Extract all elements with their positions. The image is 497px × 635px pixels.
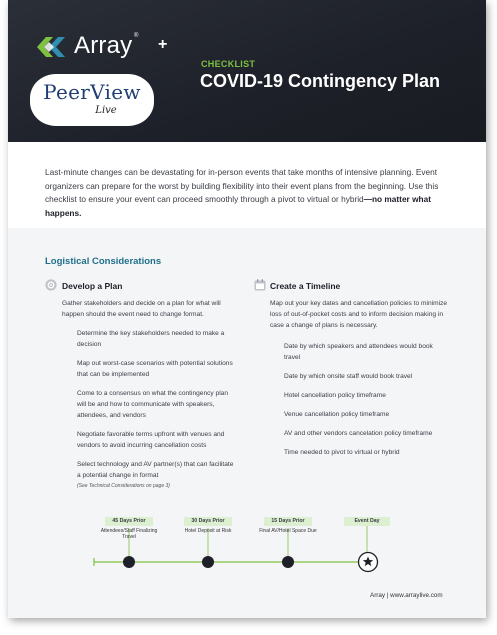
checklist-page (8, 0, 486, 618)
list-item: Determine the key stakeholders needed to make a decision (77, 330, 225, 348)
timeline-node (282, 556, 294, 568)
intro-text: Last-minute changes can be devastating for in-person events that take months of intensive planning. Event organizers can prepare for the worst by building flexibility into their event plans from the beginning. Use this checklist to ensure your event can proceed smoothly through a pivot to virtual or hybrid (45, 167, 439, 204)
list-item: Time needed to pivot to virtual or hybrid (284, 449, 400, 456)
list-item: AV and other vendors cancelation policy timeframe (284, 430, 433, 437)
array-logo-icon (35, 34, 69, 60)
brand-name: Array (74, 32, 133, 59)
intro-emphasis: —no matter what happens. (45, 194, 431, 218)
partner-subtitle: Live (95, 105, 117, 116)
list-item: Venue cancellation policy timeframe (284, 411, 390, 418)
milestone-badge: 30 Days Prior (184, 517, 232, 526)
event-timeline (8, 228, 486, 618)
column-heading-timeline: Create a Timeline (270, 281, 341, 291)
footer-text: Array | www.arraylive.com (370, 592, 443, 599)
peerview-logo (30, 74, 154, 126)
timeline-node (202, 556, 214, 568)
column-lead-plan: Gather stakeholders and decide on a plan for what will happen should the event need to change format. (62, 300, 221, 318)
intro-paragraph (45, 166, 455, 220)
milestone-description: Hotel Deposit at Risk (184, 528, 232, 534)
milestone-description: Attendees/Staff Finalizing Travel (100, 528, 158, 541)
list-item: Date by which onsite staff would book travel (284, 373, 413, 380)
timeline-node (123, 556, 135, 568)
milestone-badge: 15 Days Prior (264, 517, 312, 526)
list-item: Date by which speakers and attendees would book travel (284, 343, 433, 361)
considerations-section (8, 228, 486, 618)
page-title: COVID-19 Contingency Plan (200, 71, 441, 91)
list-item: Hotel cancellation policy timeframe (284, 392, 386, 399)
list-item: Map out worst-case scenarios with potential solutions that can be implemented (77, 360, 233, 378)
list-item: Come to a consensus on what the contingency plan will be and how to communicate with speakers, attendees, and vendors (77, 390, 229, 419)
partner-name: PeerView (43, 80, 141, 104)
section-title: Logistical Considerations (45, 256, 162, 267)
list-item: Select technology and AV partner(s) that can facilitate a potential change in format (77, 461, 234, 479)
milestone-description: Final AV/Hotel Space Due (259, 528, 317, 534)
list-item: Negotiate favorable terms upfront with venues and vendors to avoid incurring cancellation costs (77, 431, 225, 449)
milestone-badge: Event Day (344, 517, 390, 526)
eyebrow-label: CHECKLIST (201, 59, 256, 69)
column-heading-plan: Develop a Plan (62, 281, 123, 291)
timeline-graphic (8, 228, 486, 618)
trademark-symbol: ® (134, 33, 139, 39)
column-lead-timeline: Map out your key dates and cancellation policies to minimize loss of out-of-pocket costs and to inform decision making in case a change of plans is necessary. (270, 300, 448, 329)
milestone-badge: 45 Days Prior (105, 517, 153, 526)
page-header (8, 0, 486, 142)
cross-reference-note: (See Technical Considerations on page 3) (77, 483, 170, 489)
plus-sign: + (158, 36, 168, 53)
